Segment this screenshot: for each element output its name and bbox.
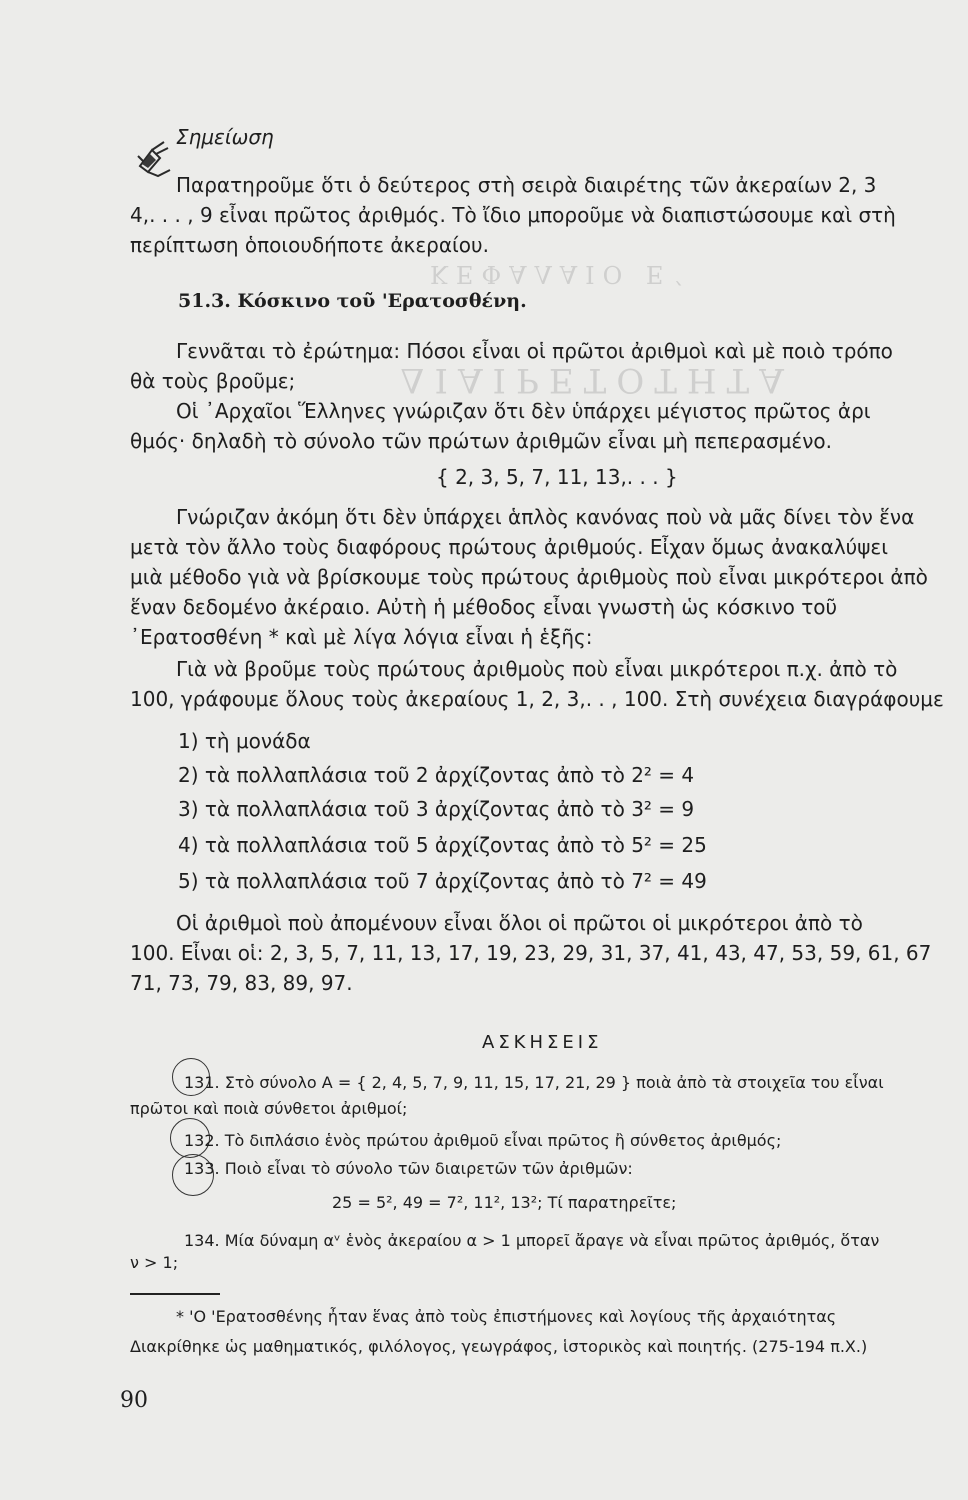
paragraph-line: Γεννᾶται τὸ ἐρώτημα: Πόσοι εἶναι οἱ πρῶτοι ἀριθμοὶ καὶ μὲ ποιὸ τρόπο [176,339,893,363]
exercise-133: 25 = 5², 49 = 7², 11², 13²; Τί παρατηρεῖτε; [332,1193,677,1212]
exercise-134: 134. Μία δύναμη αᵛ ἑνὸς ἀκεραίου α > 1 μπορεῖ ἄραγε νὰ εἶναι πρῶτος ἀριθμός, ὅταν [184,1231,880,1250]
sieve-step: 2) τὰ πολλαπλάσια τοῦ 2 ἀρχίζοντας ἀπὸ τὸ 2² = 4 [178,763,695,787]
note-line: περίπτωση ὁποιουδήποτε ἀκεραίου. [130,233,489,257]
exercise-132: 132. Τὸ διπλάσιο ἑνὸς πρώτου ἀριθμοῦ εἶναι πρῶτος ἢ σύνθετος ἀριθμός; [184,1131,782,1150]
bleed-through-text: ΚΕΦΑΛΑΙΟ Ε΄ [430,260,692,288]
footnote-line: * 'Ο 'Ερατοσθένης ἦταν ἕνας ἀπὸ τοὺς ἐπιστήμονες καὶ λογίους τῆς ἀρχαιότητας [176,1307,837,1326]
bleed-through-text: ΔΙΑΙΡΕΤΟΤΗΤΑ [400,360,794,400]
paragraph-line: θὰ τοὺς βροῦμε; [130,369,296,393]
footnote-rule [130,1293,220,1295]
note-title: Σημείωση [176,125,274,149]
sieve-step: 4) τὰ πολλαπλάσια τοῦ 5 ἀρχίζοντας ἀπὸ τὸ 5² = 25 [178,833,707,857]
sieve-step: 1) τὴ μονάδα [178,729,311,753]
footnote-line: Διακρίθηκε ὡς μαθηματικός, φιλόλογος, γεωγράφος, ἱστορικὸς καὶ ποιητής. (275-194 π.Χ.) [130,1337,868,1356]
paragraph-line: Οἱ ἀριθμοὶ ποὺ ἀπομένουν εἶναι ὅλοι οἱ πρῶτοι οἱ μικρότεροι ἀπὸ τὸ [176,911,863,935]
note-line: Παρατηροῦμε ὅτι ὁ δεύτερος στὴ σειρὰ διαιρέτης τῶν ἀκεραίων 2, 3 [176,173,877,197]
sieve-step: 5) τὰ πολλαπλάσια τοῦ 7 ἀρχίζοντας ἀπὸ τὸ 7² = 49 [178,869,707,893]
page-number: 90 [120,1388,148,1413]
exercise-131: 131. Στὸ σύνολο Α = { 2, 4, 5, 7, 9, 11, 15, 17, 21, 29 } ποιὰ ἀπὸ τὰ στοιχεῖα του εἶναι [184,1073,884,1092]
exercise-131: πρῶτοι καὶ ποιὰ σύνθετοι ἀριθμοί; [130,1099,408,1118]
primes-list: 71, 73, 79, 83, 89, 97. [130,971,353,995]
paragraph-line: θμός· δηλαδὴ τὸ σύνολο τῶν πρώτων ἀριθμῶν εἶναι μὴ πεπερασμένο. [130,429,832,453]
exercise-133: 133. Ποιὸ εἶναι τὸ σύνολο τῶν διαιρετῶν τῶν ἀριθμῶν: [184,1159,633,1178]
exercise-134: ν > 1; [130,1253,179,1272]
exercises-title: ΑΣΚΗΣΕΙΣ [482,1032,603,1053]
paragraph-line: Γιὰ νὰ βροῦμε τοὺς πρώτους ἀριθμοὺς ποὺ εἶναι μικρότεροι π.χ. ἀπὸ τὸ [176,657,898,681]
section-title: 51.3. Κόσκινο τοῦ 'Ερατοσθένη. [178,290,527,312]
note-line: 4,. . . , 9 εἶναι πρῶτος ἀριθμός. Τὸ ἴδιο μποροῦμε νὰ διαπιστώσουμε καὶ στὴ [130,203,896,227]
pointing-hand-icon [134,136,174,178]
paragraph-line: ἕναν δεδομένο ἀκέραιο. Αὐτὴ ἡ μέθοδος εἶναι γνωστὴ ὡς κόσκινο τοῦ [130,595,838,619]
sieve-step: 3) τὰ πολλαπλάσια τοῦ 3 ἀρχίζοντας ἀπὸ τὸ 3² = 9 [178,797,695,821]
paragraph-line: Γνώριζαν ἀκόμη ὅτι δὲν ὑπάρχει ἁπλὸς κανόνας ποὺ νὰ μᾶς δίνει τὸν ἕνα [176,505,915,529]
paragraph-line: μιὰ μέθοδο γιὰ νὰ βρίσκουμε τοὺς πρώτους ἀριθμοὺς ποὺ εἶναι μικρότεροι ἀπὸ [130,565,928,589]
primes-list: 100. Εἶναι οἱ: 2, 3, 5, 7, 11, 13, 17, 19, 23, 29, 31, 37, 41, 43, 47, 53, 59, 61, 67 [130,941,932,965]
paragraph-line: ᾽Ερατοσθένη * καὶ μὲ λίγα λόγια εἶναι ἡ ἑξῆς: [130,625,593,649]
paragraph-line: μετὰ τὸν ἄλλο τοὺς διαφόρους πρώτους ἀριθμούς. Εἶχαν ὅμως ἀνακαλύψει [130,535,888,559]
paragraph-line: 100, γράφουμε ὅλους τοὺς ἀκεραίους 1, 2, 3,. . , 100. Στὴ συνέχεια διαγράφουμε [130,687,944,711]
paragraph-line: Οἱ ᾽Αρχαῖοι Ἕλληνες γνώριζαν ὅτι δὲν ὑπάρχει μέγιστος πρῶτος ἀρι [176,399,871,423]
prime-set: { 2, 3, 5, 7, 11, 13,. . . } [436,465,678,489]
